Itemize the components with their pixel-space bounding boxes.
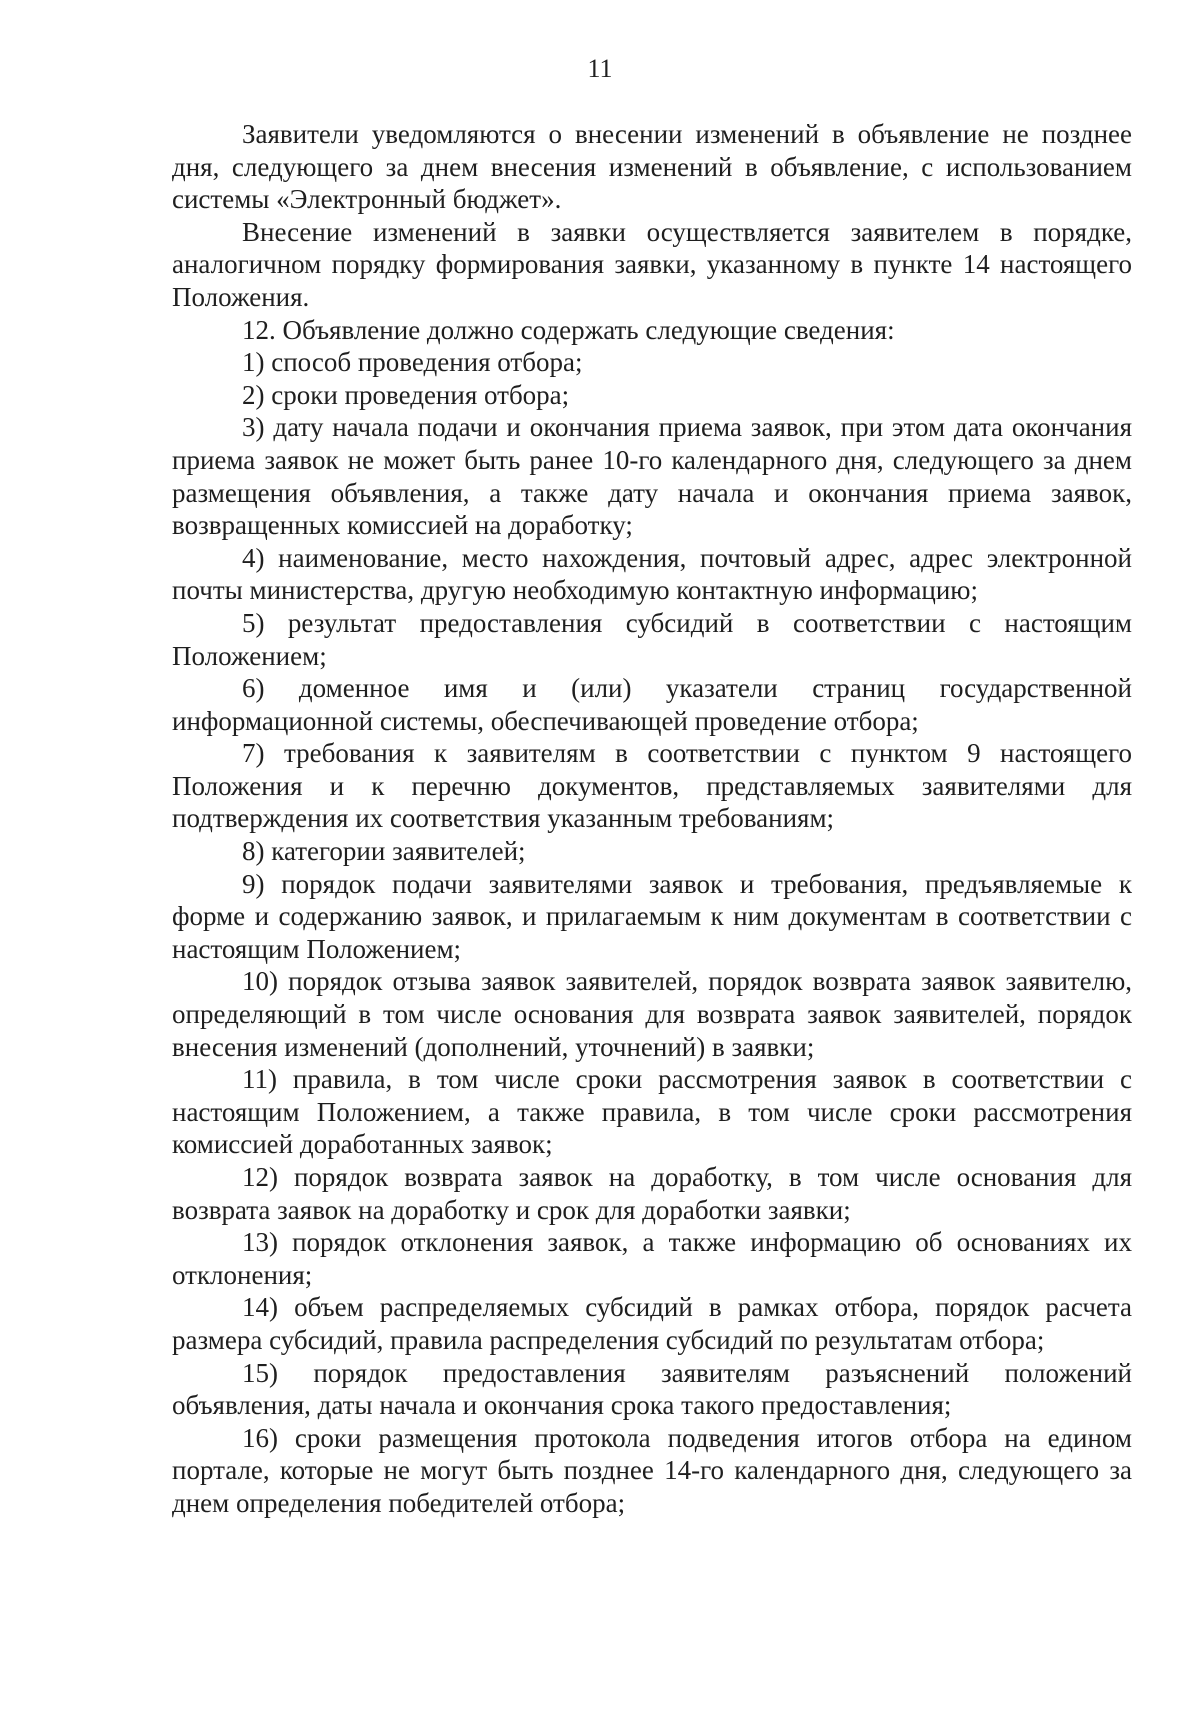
list-item-5: 5) результат предоставления субсидий в соответствии с настоящим Положением;	[172, 607, 1132, 671]
paragraph-clause-12: 12. Объявление должно содержать следующие сведения:	[242, 314, 895, 345]
list-item-16: 16) сроки размещения протокола подведения итогов отбора на едином портале, которые не могут быть позднее 14-го календарного дня, следующего за днем определения победителей отбора;	[172, 1422, 1132, 1518]
list-item-6: 6) доменное имя и (или) указатели страниц государственной информационной системы, обеспечивающей проведение отбора;	[172, 673, 1132, 736]
list-item-7: 7) требования к заявителям в соответствии с пунктом 9 настоящего Положения и к перечню документов, представляемых заявителями для подтверждения их соответствия указанным требованиям;	[172, 738, 1132, 834]
list-item-4: 4) наименование, место нахождения, почтовый адрес, адрес электронной почты министерства, другую необходимую контактную информацию;	[172, 542, 1132, 606]
document-body	[172, 118, 1132, 1520]
list-item-8: 8) категории заявителей;	[242, 836, 526, 867]
list-item-10: 10) порядок отзыва заявок заявителей, порядок возврата заявок заявителю, определяющий в том числе основания для возврата заявок заявителей, порядок внесения изменений (дополнений, уточнений) в заявки;	[172, 966, 1132, 1062]
list-item-2: 2) сроки проведения отбора;	[242, 379, 570, 410]
paragraph-amendments: Внесение изменений в заявки осуществляется заявителем в порядке, аналогичном порядку формирования заявки, указанному в пункте 14 настоящего Положения.	[172, 216, 1132, 312]
list-item-1: 1) способ проведения отбора;	[242, 347, 583, 378]
list-item-12: 12) порядок возврата заявок на доработку, в том числе основания для возврата заявок на доработку и срок для доработки заявки;	[172, 1162, 1132, 1225]
paragraph-notice-applicants: Заявители уведомляются о внесении изменений в объявление не позднее дня, следующего за днем внесения изменений в объявление, с использованием системы «Электронный бюджет».	[172, 119, 1132, 215]
list-item-15: 15) порядок предоставления заявителям разъяснений положений объявления, даты начала и окончания срока такого предоставления;	[172, 1357, 1132, 1421]
list-item-14: 14) объем распределяемых субсидий в рамках отбора, порядок расчета размера субсидий, правила распределения субсидий по результатам отбора;	[172, 1292, 1132, 1355]
list-item-13: 13) порядок отклонения заявок, а также информацию об основаниях их отклонения;	[172, 1227, 1132, 1290]
list-item-11: 11) правила, в том числе сроки рассмотрения заявок в соответствии с настоящим Положением, а также правила, в том числе сроки рассмотрения комиссией доработанных заявок;	[172, 1064, 1132, 1160]
list-item-9: 9) порядок подачи заявителями заявок и требования, предъявляемые к форме и содержанию заявок, и прилагаемым к ним документам в соответствии с настоящим Положением;	[172, 868, 1132, 964]
list-item-3: 3) дату начала подачи и окончания приема заявок, при этом дата окончания приема заявок не может быть ранее 10-го календарного дня, следующего за днем размещения объявления, а также дату начала и окончания приема заявок, возвращенных комиссией на доработку;	[172, 412, 1132, 541]
page-number: 11	[587, 54, 613, 83]
